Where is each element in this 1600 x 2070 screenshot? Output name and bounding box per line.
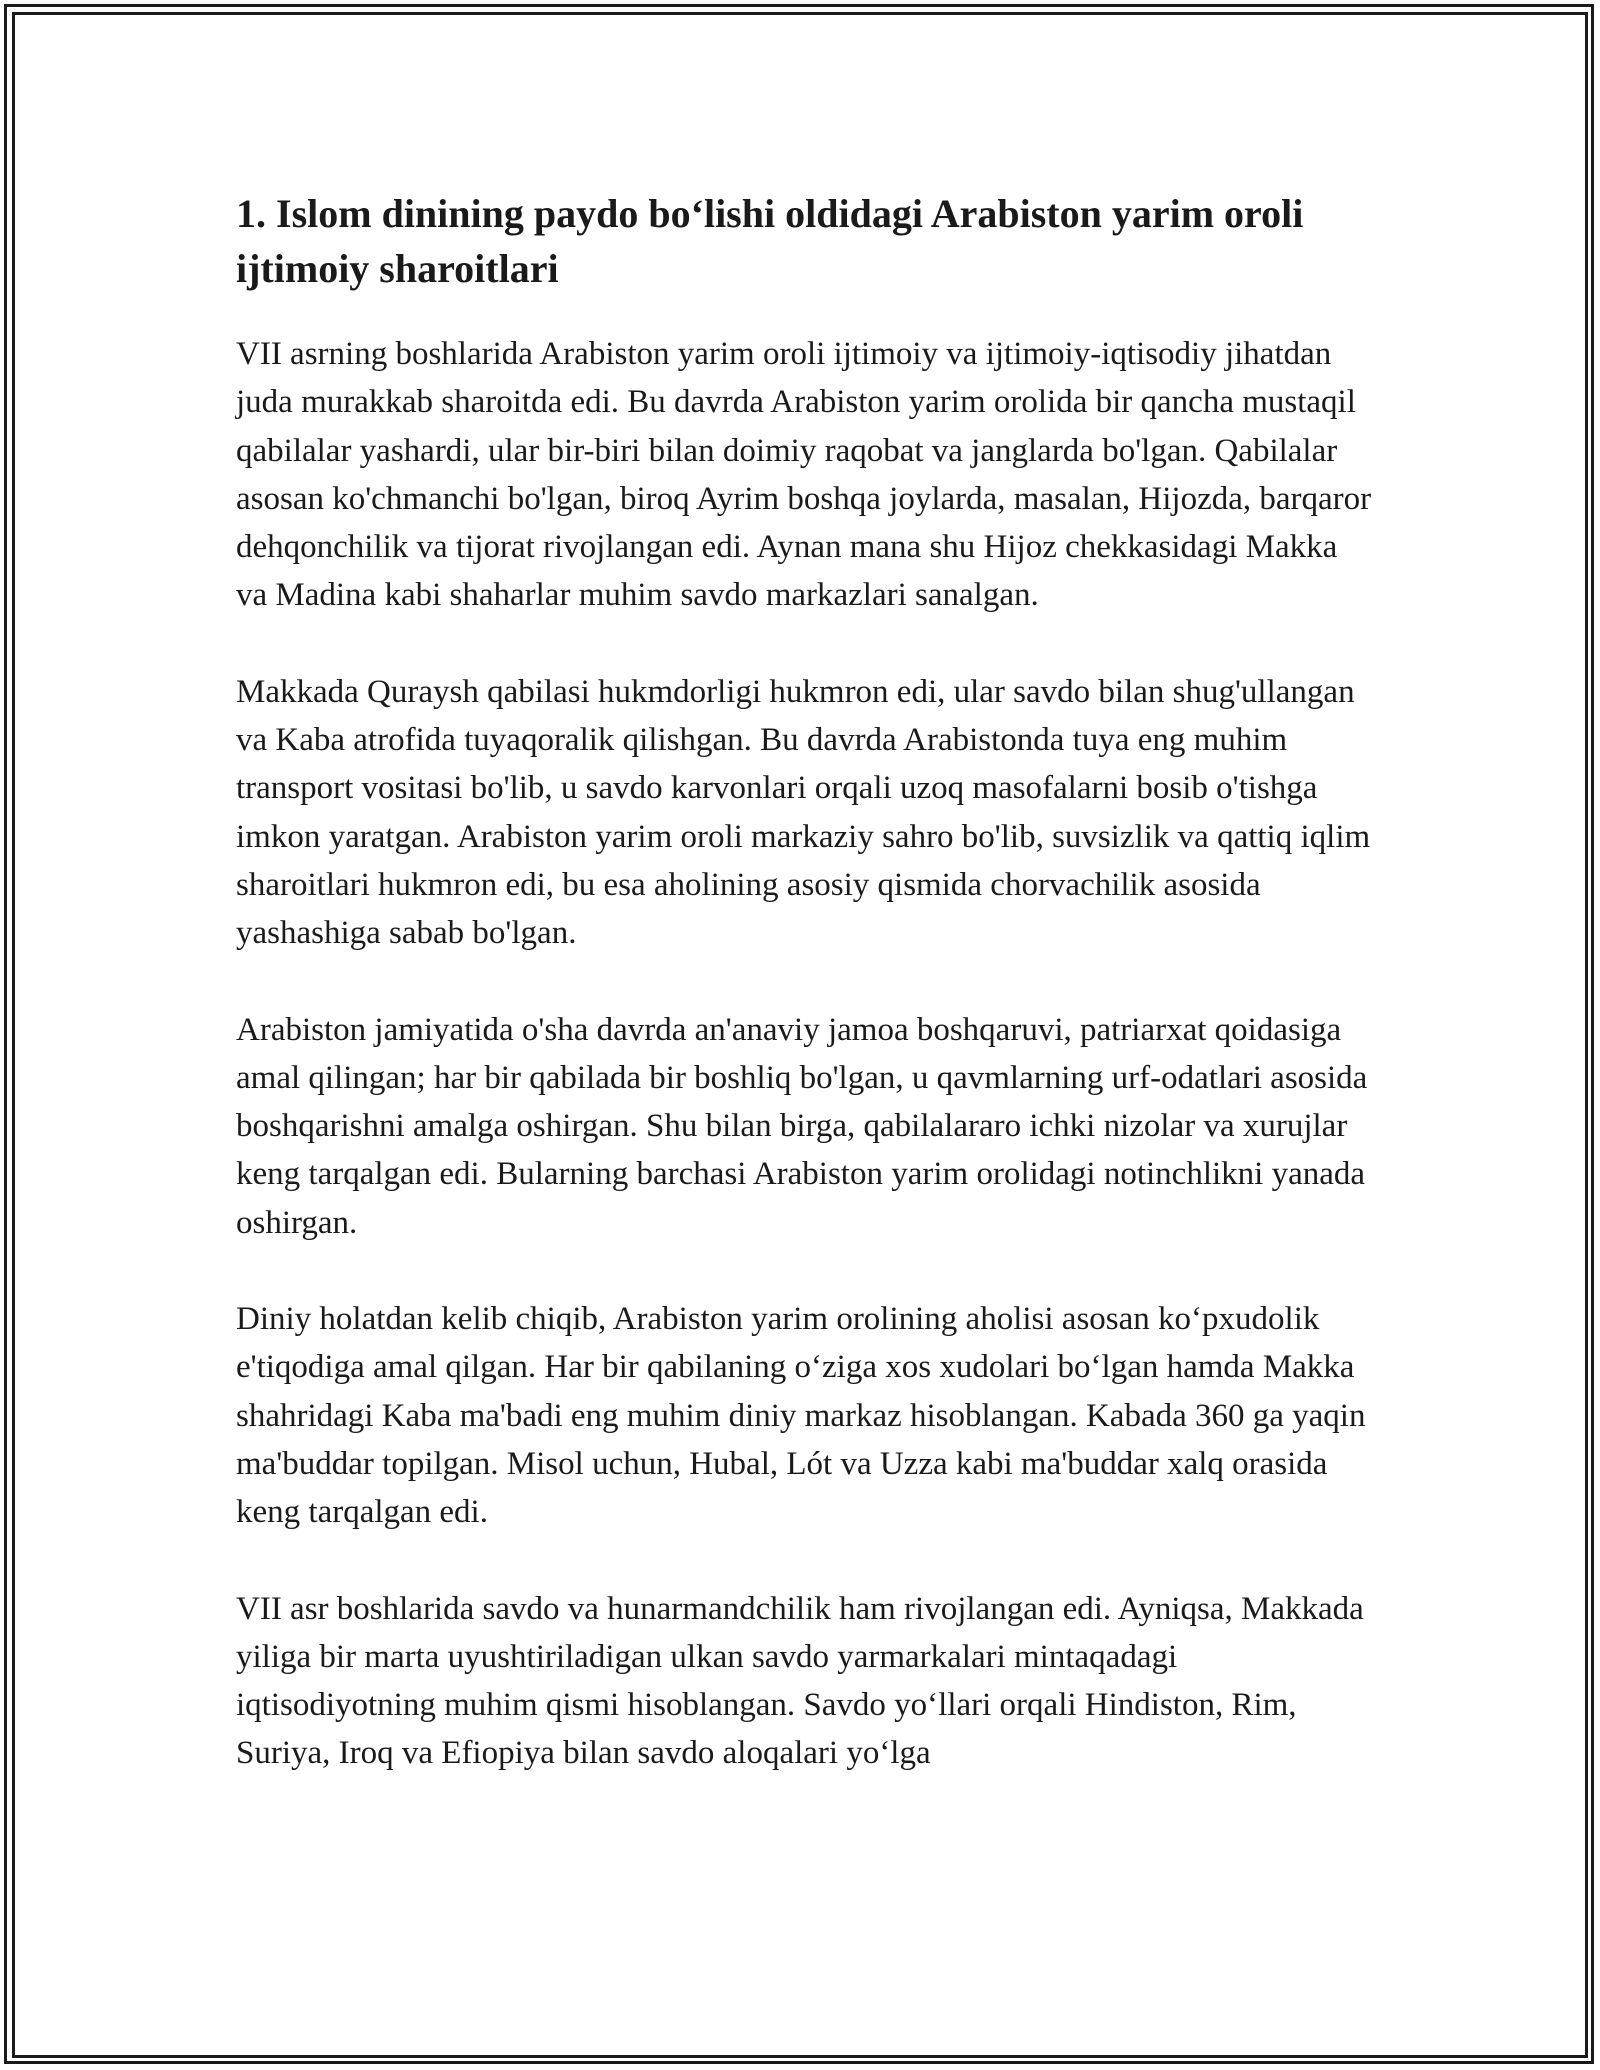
paragraph-2: Makkada Quraysh qabilasi hukmdorligi hukmron edi, ular savdo bilan shug'ullangan va Kaba atrofida tuyaqoralik qilishgan. Bu davrda Arabistonda tuya eng muhim transport vositasi bo'lib, u savdo karvonlari orqali uzoq masofalarni bosib o'tishga imkon yaratgan. Arabiston yarim oroli markaziy sahro bo'lib, suvsizlik va qattiq iqlim sharoitlari hukmron edi, bu esa aholining asosiy qismida chorvachilik asosida yashashiga sabab bo'lgan. [236,673,1371,952]
section-title: 1. Islom dinining paydo bo‘lishi oldidagi Arabiston yarim oroli ijtimoiy sharoitlari [236,191,1304,291]
paragraph-1: VII asrning boshlarida Arabiston yarim oroli ijtimoiy va ijtimoiy-iqtisodiy jihatdan juda murakkab sharoitda edi. Bu davrda Arabiston yarim orolida bir qancha mustaqil qabilalar yashardi, ular bir-biri bilan doimiy raqobat va janglarda bo'lgan. Qabilalar asosan ko'chmanchi bo'lgan, biroq Ayrim boshqa joylarda, masalan, Hijozda, barqaror dehqonchilik va tijorat rivojlangan edi. Aynan mana shu Hijoz chekkasidagi Makka va Madina kabi shaharlar muhim savdo markazlari sanalgan. [236,336,1372,614]
paragraph-4: Diniy holatdan kelib chiqib, Arabiston yarim orolining aholisi asosan ko‘pxudolik e'tiqodiga amal qilgan. Har bir qabilaning o‘ziga xos xudolari bo‘lgan hamda Makka shahridagi Kaba ma'badi eng muhim diniy markaz hisoblangan. Kabada 360 ga yaqin ma'buddar topilgan. Misol uchun, Hubal, Lót va Uzza kabi ma'buddar xalq orasida keng tarqalgan edi. [236,1301,1366,1531]
paragraph-5: VII asr boshlarida savdo va hunarmandchilik ham rivojlangan edi. Ayniqsa, Makkada yiliga bir marta uyushtiriladigan ulkan savdo yarmarkalari mintaqadagi iqtisodiyotning muhim qismi hisoblangan. Savdo yo‘llari orqali Hindiston, Rim, Suriya, Iroq va Efiopiya bilan savdo aloqalari yo‘lga [236,1590,1364,1772]
document-body [236,186,1376,1778]
paragraph-3: Arabiston jamiyatida o'sha davrda an'anaviy jamoa boshqaruvi, patriarxat qoidasiga amal qilingan; har bir qabilada bir boshliq bo'lgan, u qavmlarning urf-odatlari asosida boshqarishni amalga oshirgan. Shu bilan birga, qabilalararo ichki nizolar va xurujlar keng tarqalgan edi. Bularning barchasi Arabiston yarim orolidagi notinchlikni yanada oshirgan. [236,1011,1368,1241]
